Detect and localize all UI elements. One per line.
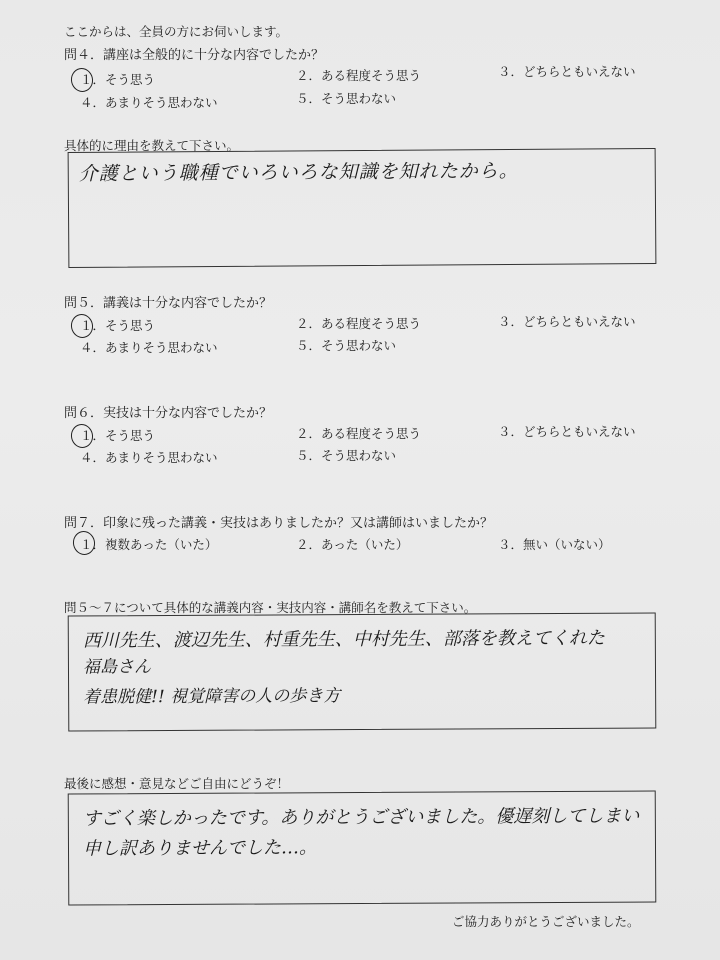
reason-answer-box[interactable] (68, 148, 657, 268)
details-line-1: 西川先生、渡辺先生、村重先生、中村先生、部落を教えてくれた (82, 627, 605, 652)
q4-option-4[interactable]: ４．あまりそう思わない (80, 95, 218, 110)
details-line-3: 着患脱健!! 視覚障害の人の歩き方 (83, 686, 341, 708)
q5-option-2[interactable]: ２．ある程度そう思う (296, 316, 422, 331)
details-answer-box[interactable] (68, 612, 657, 731)
comments-line-1: すごく楽しかったです。ありがとうございました。優遅刻してしまい (82, 805, 640, 830)
q4-option-2[interactable]: ２．ある程度そう思う (296, 68, 422, 83)
q6-question: 問６．実技は十分な内容でしたか？ (64, 406, 273, 421)
q6-option-1[interactable]: １．そう思う (80, 428, 156, 443)
q5-option-4[interactable]: ４．あまりそう思わない (80, 340, 218, 355)
q4-option-3[interactable]: ３．どちらともいえない (498, 64, 636, 79)
q5-option-5[interactable]: ５．そう思わない (296, 338, 397, 353)
reason-answer-text: 介護という職種でいろいろな知識を知れたから。 (78, 159, 519, 185)
details-line-2: 福島さん (82, 657, 152, 678)
q7-question: 問７．印象に残った講義・実技はありましたか？又は講師はいましたか？ (64, 516, 494, 531)
thanks-text: ご協力ありがとうございました。 (452, 914, 640, 929)
reason-label: 具体的に理由を教えて下さい。 (64, 138, 240, 153)
q4-option-1[interactable]: １．そう思う (80, 72, 156, 87)
q5-option-1[interactable]: １．そう思う (80, 318, 156, 333)
q6-option-4[interactable]: ４．あまりそう思わない (80, 450, 218, 465)
q6-option-3[interactable]: ３．どちらともいえない (498, 424, 636, 439)
q5-question: 問５．講義は十分な内容でしたか？ (64, 296, 273, 311)
comments-line-2: 申し訳ありませんでした…。 (82, 837, 318, 860)
q4-option-5[interactable]: ５．そう思わない (296, 91, 397, 106)
q5-option-3[interactable]: ３．どちらともいえない (498, 314, 636, 329)
q7-option-2[interactable]: ２．あった（いた） (296, 537, 409, 552)
q6-option-2[interactable]: ２．ある程度そう思う (296, 426, 422, 441)
q4-question: 問４．講座は全般的に十分な内容でしたか？ (64, 48, 325, 63)
comments-label: 最後に感想・意見などご自由にどうぞ！ (64, 776, 290, 791)
q6-option-5[interactable]: ５．そう思わない (296, 448, 397, 463)
q7-option-3[interactable]: ３．無い（いない） (498, 537, 611, 552)
q7-option-1[interactable]: １．複数あった（いた） (80, 537, 218, 552)
details-label: 問５～７について具体的な講義内容・実技内容・講師名を教えて下さい。 (64, 600, 477, 615)
intro-text: ここからは、全員の方にお伺いします。 (64, 24, 289, 39)
comments-answer-box[interactable] (68, 790, 657, 905)
